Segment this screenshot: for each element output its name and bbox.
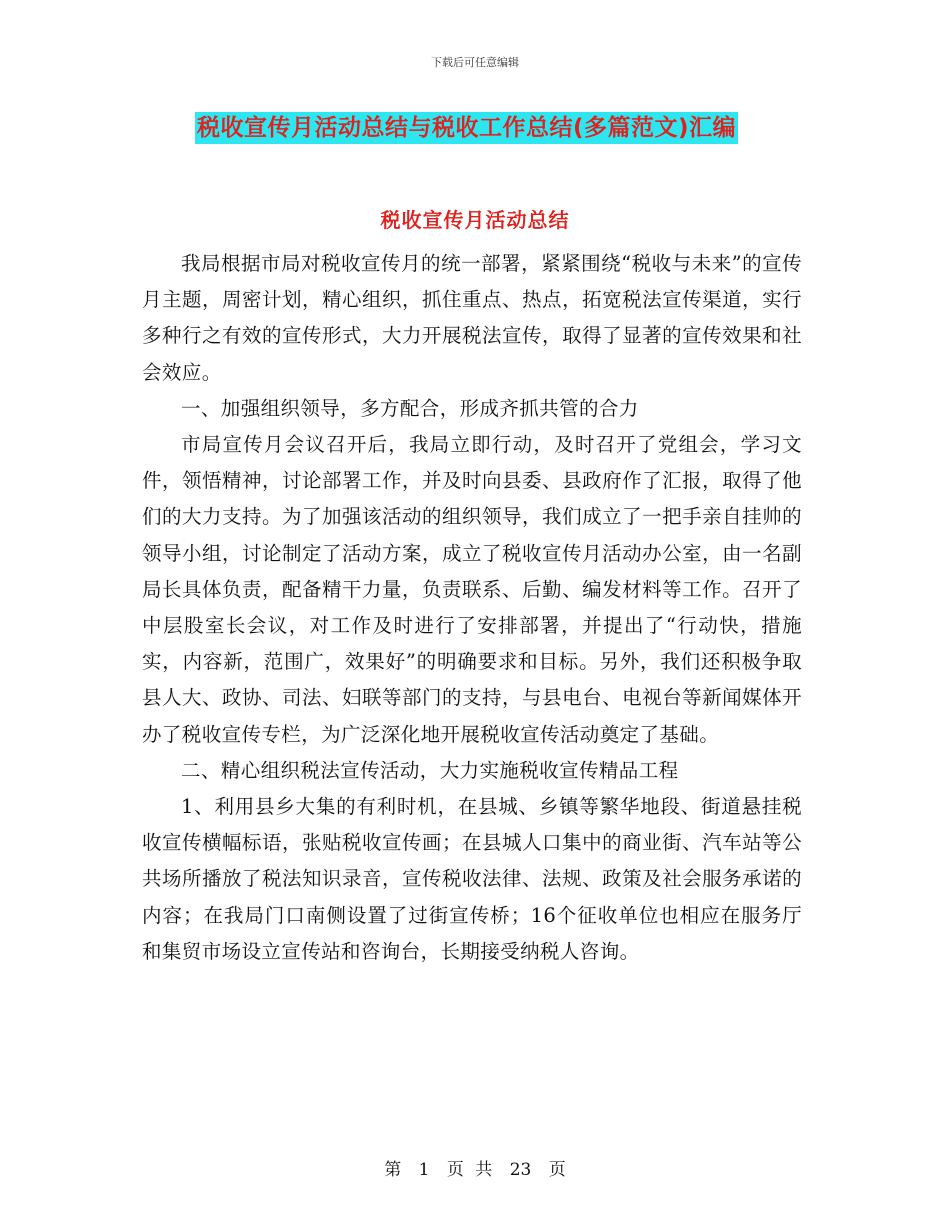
paragraph-part-one: 市局宣传月会议召开后，我局立即行动，及时召开了党组会，学习文件，领悟精神，讨论部署工作，并及时向县委、县政府作了汇报，取得了他们的大力支持。为了加强该活动的组织领导，我们成立了一把手亲自挂帅的领导小组，讨论制定了活动方案，成立了税收宣传月活动办公室，由一名副局长具体负责，配备精干力量，负责联系、后勤、编发材料等工作。召开了中层股室长会议，对工作及时进行了安排部署，并提出了“行动快，措施实，内容新，范围广，效果好”的明确要求和目标。另外，我们还积极争取县人大、政协、司法、妇联等部门的支持，与县电台、电视台等新闻媒体开办了税收宣传专栏，为广泛深化地开展税收宣传活动奠定了基础。: [142, 433, 802, 746]
heading-part-two: 二、精心组织税法宣传活动，大力实施税收宣传精品工程: [181, 758, 679, 782]
footer-prefix: 第: [384, 1160, 402, 1180]
header-note: 下载后可任意编辑: [431, 56, 519, 69]
paragraph-item-one: 1、利用县乡大集的有利时机，在县城、乡镇等繁华地段、街道悬挂税收宣传横幅标语，张贴税收宣传画；在县城人口集中的商业街、汽车站等公共场所播放了税法知识录音，宣传税收法律、法规、政策及社会服务承诺的内容；在我局门口南侧设置了过街宣传桥；16个征收单位也相应在服务厅和集贸市场设立宣传站和咨询台，长期接受纳税人咨询。: [142, 795, 802, 963]
paragraph-intro: 我局根据市局对税收宣传月的统一部署，紧紧围绕“税收与未来”的宣传月主题，周密计划，精心组织，抓住重点、热点，拓宽税法宣传渠道，实行多种行之有效的宣传形式，大力开展税法宣传，取得了显著的宣传效果和社会效应。: [142, 252, 802, 384]
document-body: [142, 246, 802, 970]
document-title: 税收宣传月活动总结与税收工作总结(多篇范文)汇编: [195, 112, 738, 144]
page-total: 23: [509, 1160, 532, 1180]
section-title: 税收宣传月活动总结: [380, 208, 570, 232]
page-footer: [0, 1155, 950, 1180]
page-number: 1: [418, 1160, 430, 1180]
heading-part-one: 一、加强组织领导，多方配合，形成齐抓共管的合力: [181, 396, 639, 420]
footer-suffix: 页: [548, 1160, 566, 1180]
footer-middle: 页 共: [446, 1160, 493, 1180]
